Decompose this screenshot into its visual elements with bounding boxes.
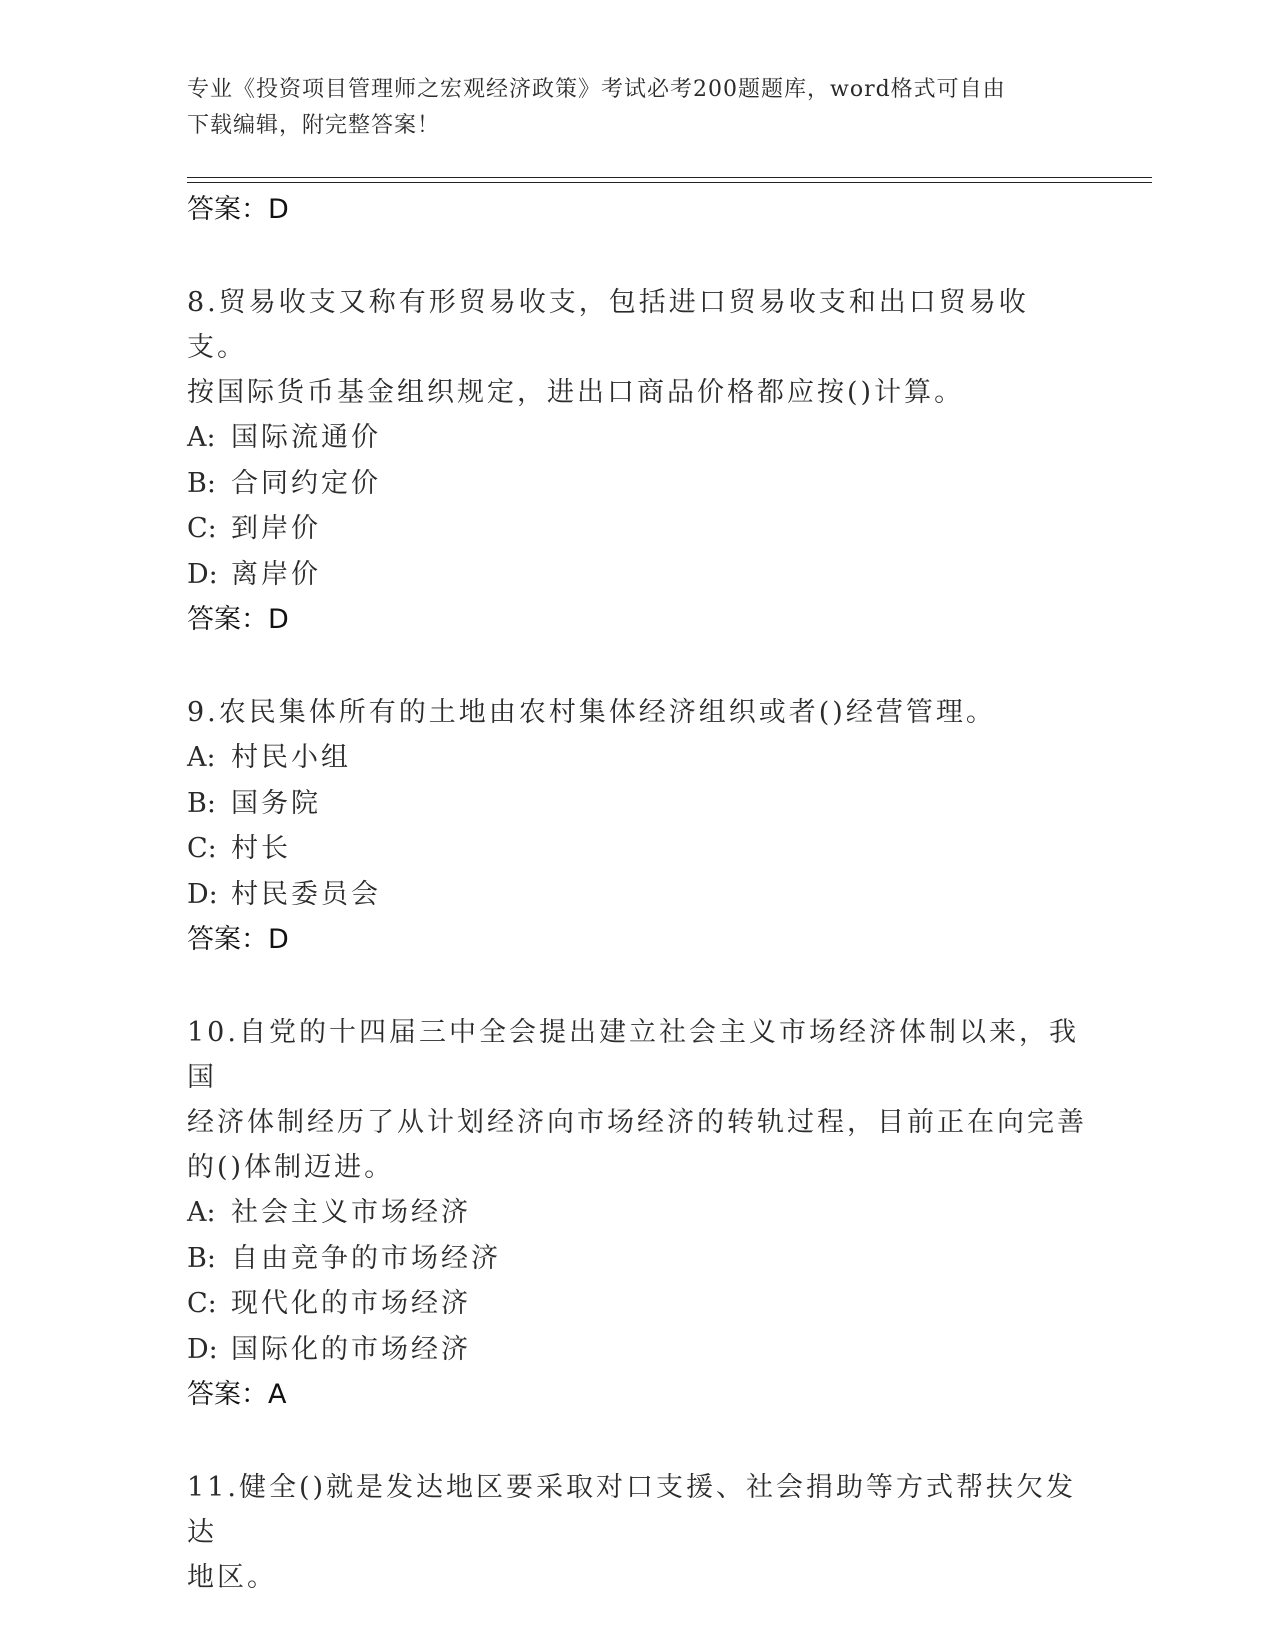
option-key: C:	[187, 833, 217, 864]
question-block	[187, 1010, 1087, 1418]
answer-line: 答案：D	[187, 924, 289, 955]
header-line-2: 下载编辑，附完整答案！	[187, 113, 441, 138]
answer-option	[187, 1281, 1087, 1327]
question-line: 经济体制经历了从计划经济向市场经济的转轨过程，目前正在向完善	[187, 1107, 1087, 1138]
option-text: 现代化的市场经济	[231, 1288, 471, 1319]
option-text: 国务院	[231, 787, 321, 819]
question-line: 8.贸易收支又称有形贸易收支，包括进口贸易收支和出口贸易收支。	[187, 287, 1029, 363]
header-divider-bottom	[187, 182, 1152, 183]
header-divider-top	[187, 177, 1152, 178]
spacer	[187, 1418, 1087, 1465]
question-block	[187, 690, 1087, 963]
question-line: 9.农民集体所有的土地由农村集体经济组织或者()经营管理。	[187, 697, 996, 728]
question-line: 按国际货币基金组织规定，进出口商品价格都应按()计算。	[187, 377, 965, 408]
option-key: C:	[187, 1288, 217, 1319]
option-text: 国际化的市场经济	[231, 1333, 471, 1365]
question-list	[187, 187, 1087, 1600]
answer-option	[187, 1190, 1087, 1236]
answer-option	[187, 872, 1087, 918]
option-key: D:	[187, 558, 218, 590]
document-header	[187, 72, 1067, 144]
answer-option	[187, 415, 1087, 461]
option-key: D:	[187, 878, 218, 910]
answer-line: 答案：A	[187, 1379, 287, 1410]
question-line: 地区。	[187, 1562, 277, 1593]
option-text: 村民委员会	[231, 878, 381, 910]
answer-option	[187, 552, 1087, 598]
option-text: 村长	[231, 833, 291, 864]
option-text: 合同约定价	[231, 467, 381, 499]
option-key: B:	[187, 467, 216, 499]
question-line: 10.自党的十四届三中全会提出建立社会主义市场经济体制以来，我国	[187, 1017, 1079, 1093]
question-line: 11.健全()就是发达地区要采取对口支援、社会捐助等方式帮扶欠发达	[187, 1472, 1077, 1548]
answer-option	[187, 506, 1087, 552]
answer-line: 答案：D	[187, 604, 289, 635]
answer-option	[187, 781, 1087, 827]
question-block	[187, 280, 1087, 643]
option-key: A:	[187, 1197, 216, 1228]
option-text: 社会主义市场经济	[231, 1197, 471, 1228]
answer-line: 答案：D	[187, 194, 289, 225]
option-text: 国际流通价	[231, 422, 381, 453]
answer-option	[187, 1236, 1087, 1282]
spacer	[187, 233, 1087, 280]
option-text: 到岸价	[231, 513, 321, 544]
spacer	[187, 963, 1087, 1010]
question-line: 的()体制迈进。	[187, 1152, 395, 1183]
header-line-1: 专业《投资项目管理师之宏观经济政策》考试必考200题题库，word格式可自由	[187, 77, 1006, 102]
option-key: B:	[187, 1242, 216, 1274]
option-text: 自由竞争的市场经济	[231, 1242, 501, 1274]
option-key: A:	[187, 422, 216, 453]
option-key: C:	[187, 513, 217, 544]
answer-option	[187, 826, 1087, 872]
option-key: D:	[187, 1333, 218, 1365]
option-text: 村民小组	[231, 742, 351, 773]
answer-option	[187, 1327, 1087, 1373]
answer-option	[187, 735, 1087, 781]
option-text: 离岸价	[231, 558, 321, 590]
spacer	[187, 643, 1087, 690]
option-key: A:	[187, 742, 216, 773]
option-key: B:	[187, 787, 216, 819]
question-block	[187, 1465, 1087, 1600]
answer-option	[187, 461, 1087, 507]
